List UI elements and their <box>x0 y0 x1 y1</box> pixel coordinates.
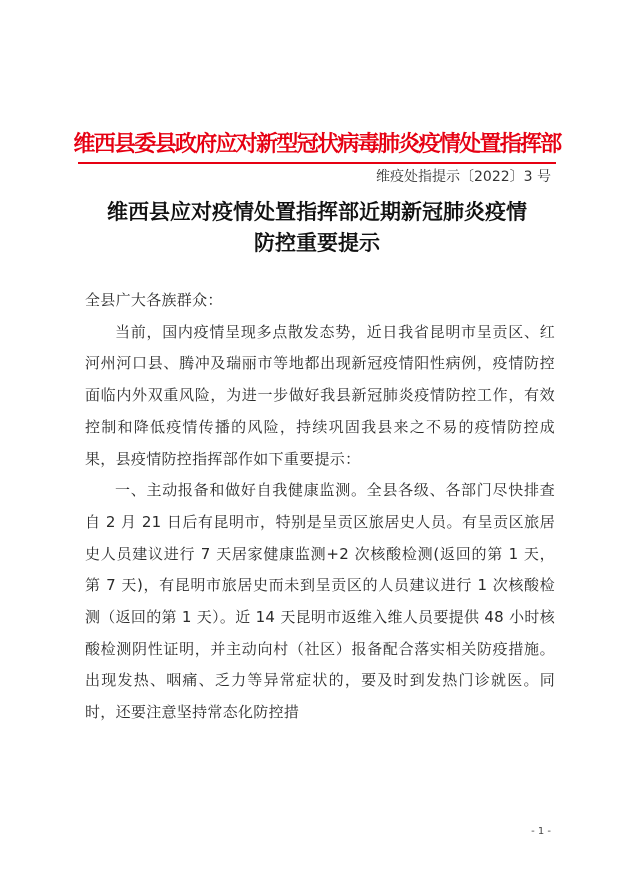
masthead-red-rule <box>78 162 556 164</box>
title-line-1: 维西县应对疫情处置指挥部近期新冠肺炎疫情 <box>107 199 527 224</box>
body-paragraph: 一、主动报备和做好自我健康监测。全县各级、各部门尽快排查自 2 月 21 日后有昆明市，特别是呈贡区旅居史人员。有呈贡区旅居史人员建议进行 7 天居家健康监测+2 次核酸检测(返回的第 1 天，第 7 天)，有昆明市旅居史而未到呈贡区的人员建议进行 1 次核酸检测（返回的第 1 天）。近 14 天昆明市返维入维人员要提供 48 小时核酸检测阴性证明，并主动向村（社区）报备配合落实相关防疫措施。出现发热、咽痛、乏力等异常症状的，要及时到发热门诊就医。同时，还要注意坚持常态化防控措 <box>85 481 555 722</box>
page-number: - 1 - <box>531 826 551 837</box>
masthead <box>73 122 561 162</box>
document-title <box>78 196 556 258</box>
salutation: 全县广大各族群众： <box>85 291 223 309</box>
masthead-org-name: 维西县委县政府应对新型冠状病毒肺炎疫情处置指挥部 <box>73 130 561 157</box>
body-paragraph: 当前，国内疫情呈现多点散发态势，近日我省昆明市呈贡区、红河州河口县、腾冲及瑞丽市等地都出现新冠疫情阳性病例，疫情防控面临内外双重风险，为进一步做好我县新冠肺炎疫情防控工作，有效控制和降低疫情传播的风险，持续巩固我县来之不易的疫情防控成果，县疫情防控指挥部作如下重要提示： <box>85 322 555 468</box>
title-line-2: 防控重要提示 <box>254 230 380 255</box>
document-number: 维疫处指提示〔2022〕3 号 <box>376 169 551 185</box>
document-body <box>85 285 555 729</box>
